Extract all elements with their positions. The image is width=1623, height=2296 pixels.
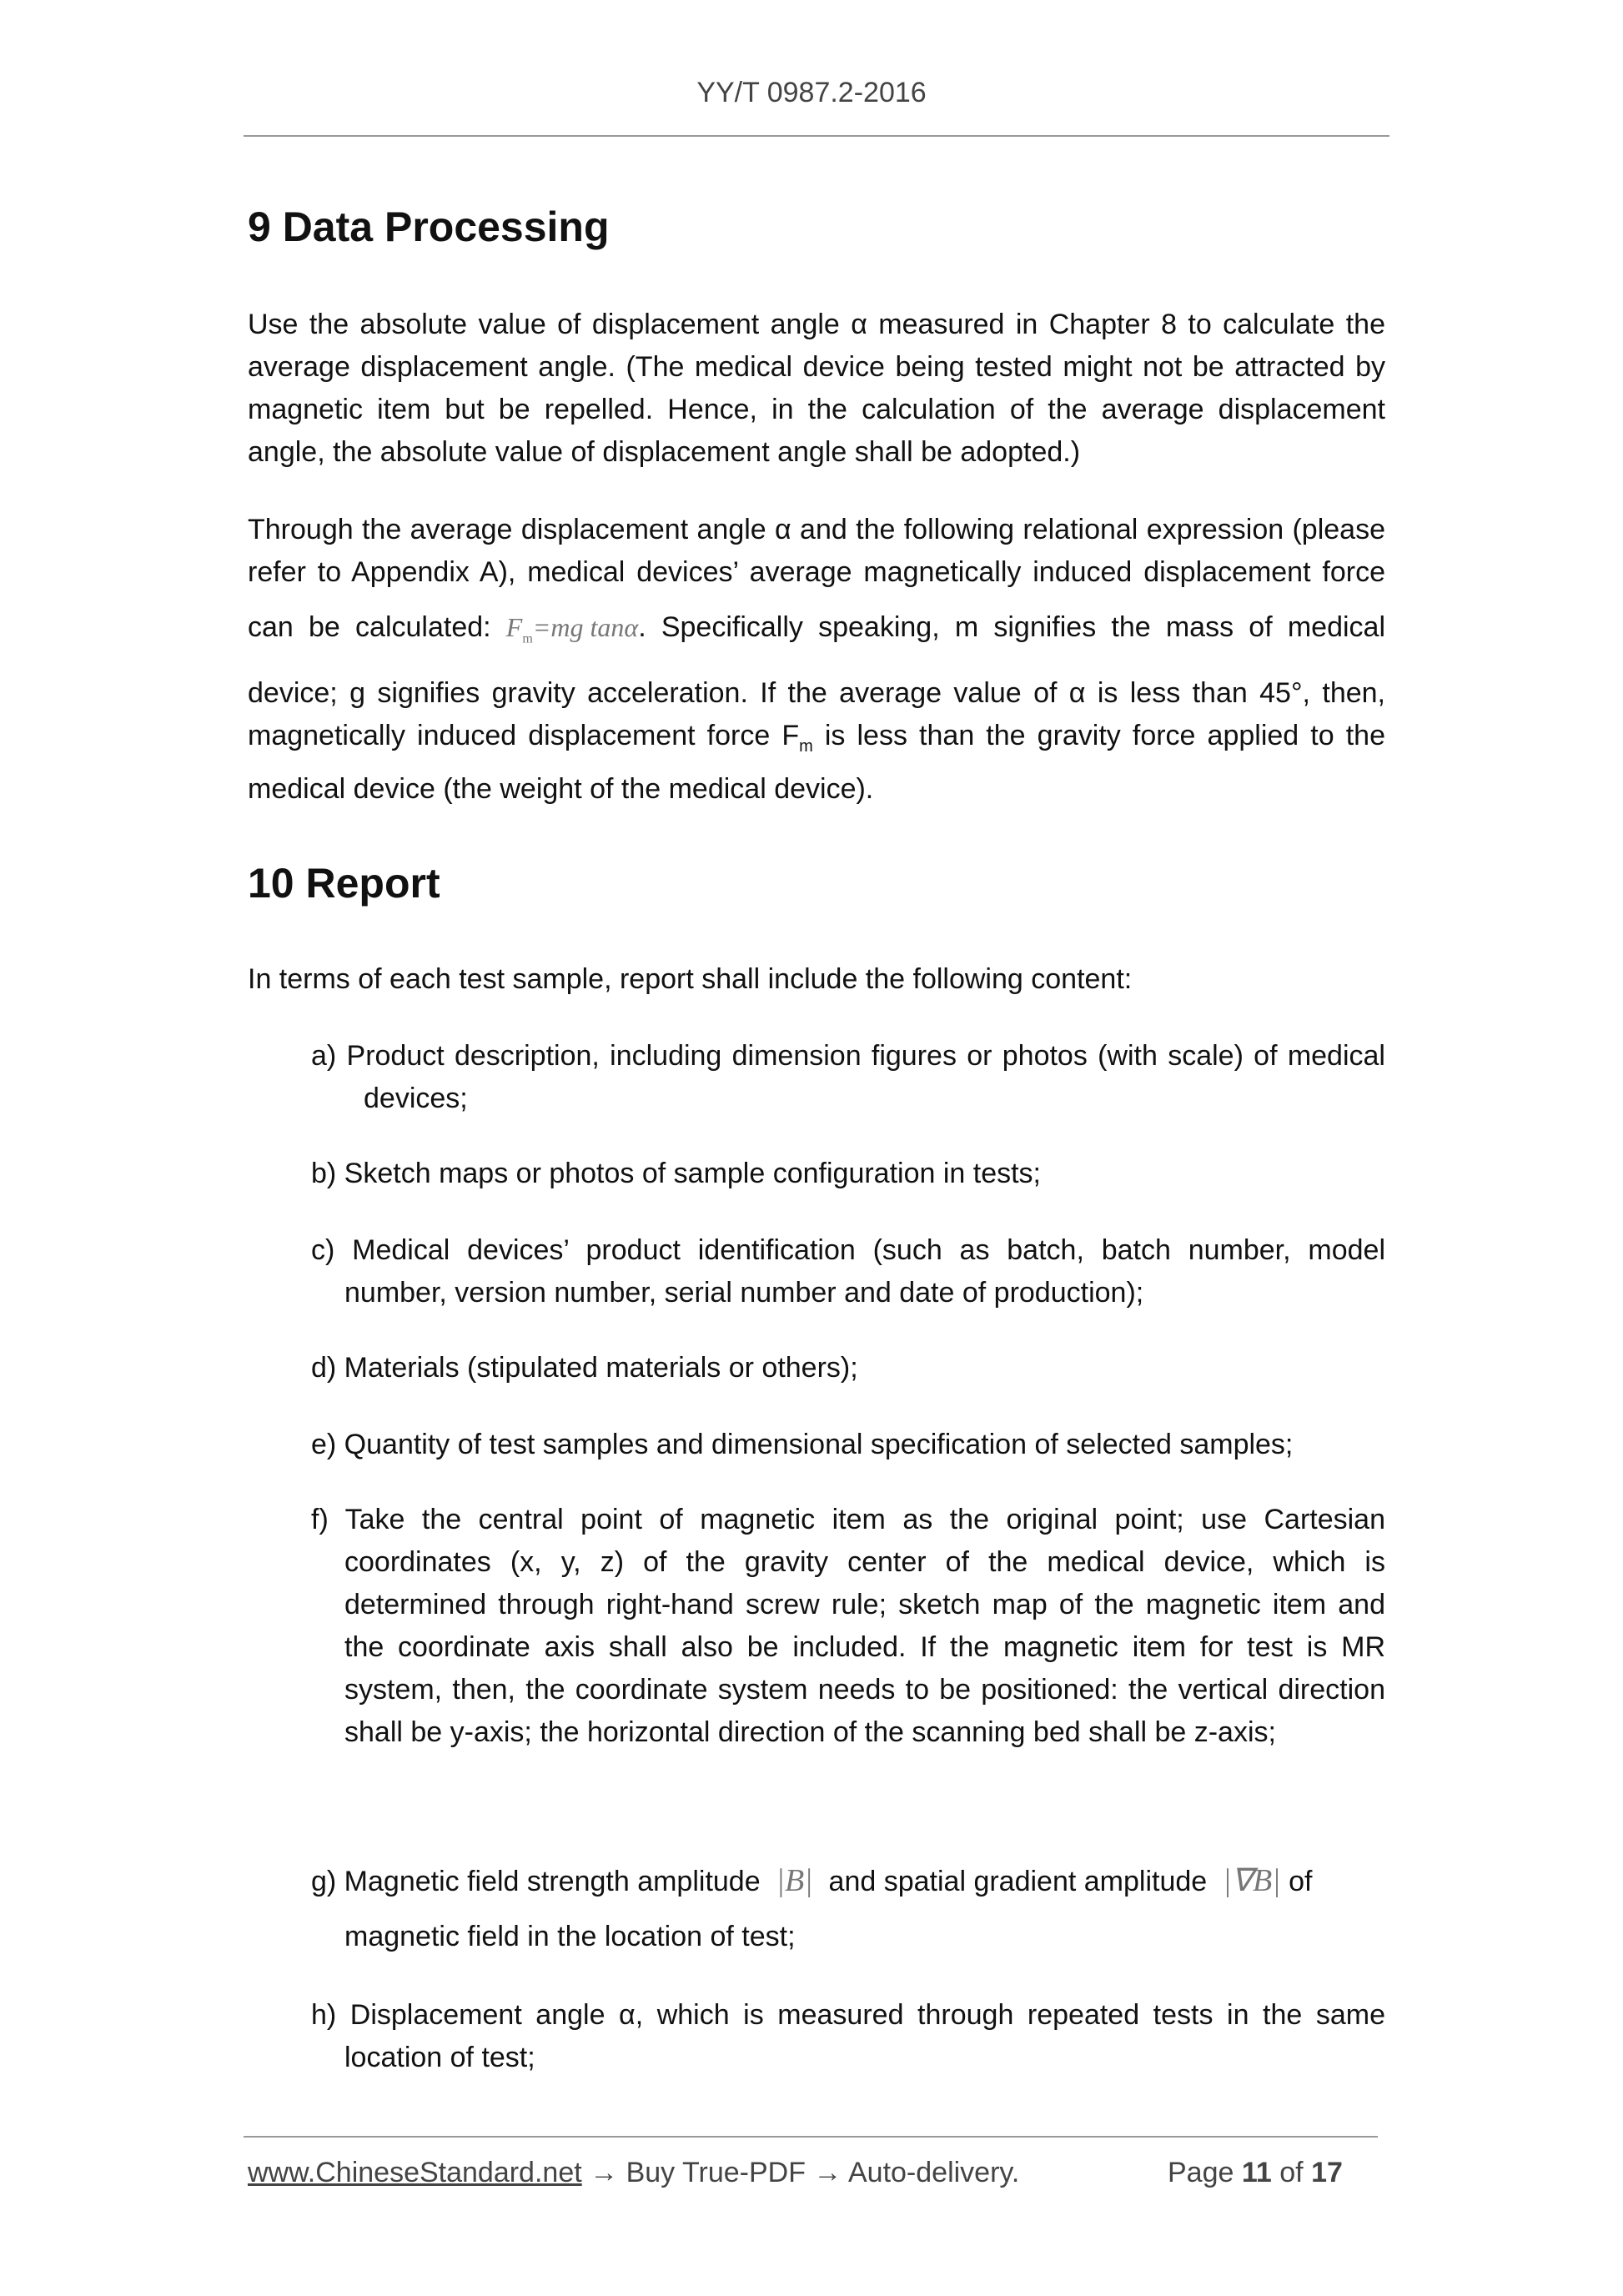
list-item-text: of magnetic field in the location of test; [344, 1866, 1313, 1952]
of-label: of [1279, 2157, 1304, 2188]
footer-text: → Buy True-PDF → Auto-delivery. [581, 2157, 1020, 2188]
list-item-c: c) Medical devices’ product identification (such as batch, batch number, model number, version number, serial number and date of production); [311, 1234, 1385, 1309]
list-item-d: d) Materials (stipulated materials or others); [311, 1352, 858, 1384]
section-10-intro: In terms of each test sample, report shall include the following content: [248, 963, 1133, 995]
formula-lhs: F [505, 612, 523, 642]
formula-image [506, 594, 638, 672]
section-9-paragraph-1: Use the absolute value of displacement angle α measured in Chapter 8 to calculate the average displacement angle. (The medical device being tested might not be attracted by magnetic item but be repelled. Hence, in the calculation of the average displacement angle, the absolute value of displacement angle shall be adopted.) [248, 309, 1385, 468]
list-item-h: h) Displacement angle α, which is measured through repeated tests in the same location of test; [311, 1999, 1385, 2073]
current-page: 11 [1241, 2157, 1272, 2188]
list-item-g [311, 1853, 1385, 1964]
field-strength-symbol: |B| [776, 1863, 813, 1898]
footer-promo [248, 2157, 1019, 2189]
list-item-b: b) Sketch maps or photos of sample configuration in tests; [311, 1158, 1042, 1189]
header-divider [244, 135, 1389, 137]
paragraph-text: is less than the gravity force applied to the medical device (the weight of the medical device). [248, 720, 1385, 806]
list-item-a: a) Product description, including dimension figures or photos (with scale) of medical devices; [311, 1040, 1385, 1114]
paragraph-text: Through the average displacement angle α and the following relational expression (please refer to Appendix A), medical devices’ average magnetically induced displacement force can be calculated: [248, 514, 1385, 643]
formula-sub: m [522, 631, 533, 646]
formula-rhs: =mg tanα [532, 612, 639, 642]
section-10-heading: 10 Report [248, 860, 440, 907]
list-item-e: e) Quantity of test samples and dimensional specification of selected samples; [311, 1429, 1294, 1460]
list-item-f: f) Take the central point of magnetic item as the original point; use Cartesian coordinates (x, y, z) of the gravity center of the medical device, which is determined through right-hand screw rule; sketch map of the magnetic item and the coordinate axis shall also be included. If the magnetic item for test is MR system, then, the coordinate system needs to be positioned: the vertical direction shall be y-axis; the horizontal direction of the scanning bed shall be z-axis; [311, 1504, 1385, 1748]
total-pages: 17 [1311, 2157, 1343, 2188]
document-header: YY/T 0987.2-2016 [696, 77, 927, 108]
gradient-symbol: |∇B| [1223, 1863, 1281, 1898]
section-9-heading: 9 Data Processing [248, 203, 610, 250]
list-item-text: and spatial gradient amplitude [828, 1866, 1208, 1897]
subscript: m [799, 737, 813, 756]
list-item-text: g) Magnetic field strength amplitude [311, 1866, 761, 1897]
paragraph-text: . Specifically speaking, m signifies the mass of medical device; g signifies gravity acceleration. If the average value of α is less than 45°, then, magnetically induced displacement force F [248, 611, 1386, 752]
page-number [1168, 2157, 1343, 2189]
website-link[interactable]: www.ChineseStandard.net [248, 2157, 582, 2188]
footer-divider [244, 2136, 1378, 2138]
page-label: Page [1168, 2157, 1234, 2188]
section-9-paragraph-2 [248, 509, 1385, 811]
